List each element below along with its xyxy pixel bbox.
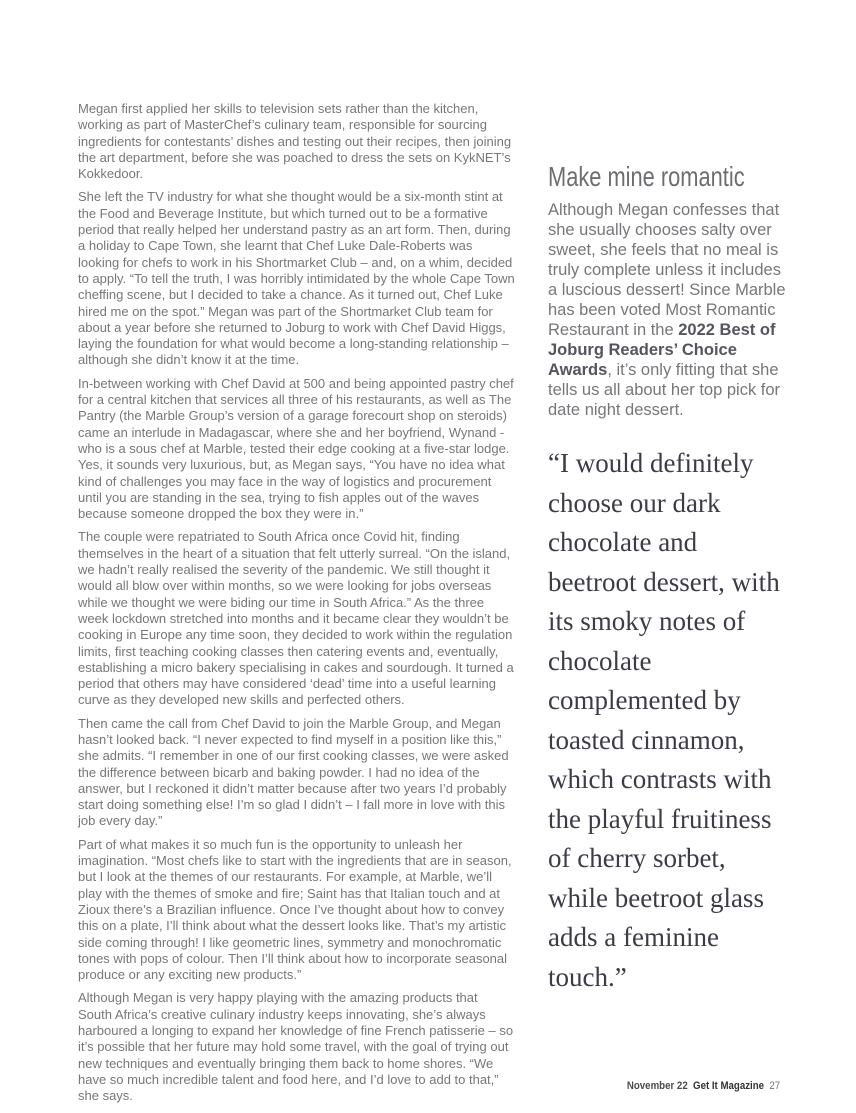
- sidebar-intro-text: [548, 200, 786, 420]
- article-paragraph: Then came the call from Chef David to join the Marble Group, and Megan hasn’t looked back. “I never expected to find myself in a position like this,” she admits. “I remember in one of our first cooking classes, we were asked the difference between bicarb and baking powder. I had no idea of the answer, but I reckoned it didn’t matter because after two years I’d probably start doing something else! I’m so glad I didn’t – I fall more in love with this job every day.”: [78, 715, 509, 829]
- footer-issue-date: November 22: [626, 1080, 688, 1092]
- article-paragraph: In-between working with Chef David at 500 and being appointed pastry chef for a central kitchen that services all three of his restaurants, as well as The Pantry (the Marble Group’s version of a garage forecourt shop on steroids) came an interlude in Madagascar, where she and her boyfriend, Wynand - who is a sous chef at Marble, tested their edge cooking at a five-star lodge. Yes, it sounds very luxurious, but, as Megan says, “You have no idea what kind of challenges you may face in the way of logistics and procurement until you are standing in the sea, trying to fish apples out of the waves because someone dropped the box they were in.”: [78, 375, 514, 522]
- sidebar-heading: Make mine romantic: [548, 161, 745, 192]
- article-paragraph: The couple were repatriated to South Africa once Covid hit, finding themselves in the heart of a situation that felt utterly surreal. “On the island, we hadn’t really realised the severity of the pandemic. We still thought it would all blow over within months, so we were looking for jobs overseas while we thought we were biding our time in South Africa.” As the three week lockdown stretched into months and it became clear they wouldn’t be cooking in Europe any time soon, they decided to work within the regulation limits, first teaching cooking classes then catering events and, eventually, establishing a micro bakery specialising in cakes and sourdough. It turned a period that others may have considered ‘dead’ time into a useful learning curve as they developed new skills and perfected others.: [78, 529, 514, 708]
- sidebar-intro-before: Although Megan confesses that she usually chooses salty over sweet, she feels that no meal is truly complete unless it includes a luscious dessert! Since Marble has been voted Most Romantic Restaurant in the: [548, 201, 786, 339]
- sidebar-intro-after: , it’s only fitting that she tells us all about her top pick for date night dessert.: [548, 361, 781, 419]
- article-paragraph: Although Megan is very happy playing with the amazing products that South Africa’s creative culinary industry keeps innovating, she’s always harboured a longing to expand her knowledge of fine French patisserie – so it’s possible that her future may hold some travel, with the goal of trying out new techniques and eventually bringing them back to home shores. “We have so much incredible talent and food here, and I’d love to add to that,” she says.: [78, 990, 514, 1104]
- article-paragraph: She left the TV industry for what she thought would be a six-month stint at the Food and Beverage Institute, but which turned out to be a formative period that really helped her understand pastry as an art form. Then, during a holiday to Cape Town, she learnt that Chef Luke Dale-Roberts was looking for chefs to work in his Shortmarket Club – and, on a whim, decided to apply. “To tell the truth, I was horribly intimidated by the whole Cape Town cheffing scene, but I decided to take a chance. As it turned out, Chef Luke hired me on the spot.” Megan was part of the Shortmarket Club team for about a year before she returned to Joburg to work with Chef David Higgs, laying the foundation for what would become a long-standing relationship – although she didn’t know it at the time.: [78, 189, 515, 368]
- sidebar-intro-award-bold: 2022 Best of Joburg Readers’ Choice Awards: [548, 321, 776, 379]
- page-footer: [627, 1080, 780, 1092]
- footer-magazine-title: Get It Magazine: [692, 1080, 764, 1092]
- pull-quote: “I would definitely choose our dark chocolate and beetroot dessert, with its smoky notes of chocolate complemented by toasted cinnamon, which contrasts with the playful fruitiness of cherry sorbet, while beetroot glass adds a feminine touch.”: [548, 448, 780, 992]
- article-paragraph: Part of what makes it so much fun is the opportunity to unleash her imagination. “Most chefs like to start with the ingredients that are in season, but I look at the themes of our restaurants. For example, at Marble, we’ll play with the themes of smoke and fire; Saint has that Italian touch and at Zioux there’s a Brazilian influence. Once I’ve thought about how to convey this on a plate, I’ll think about what the dessert looks like. That’s my artistic side coming through! I like geometric lines, symmetry and monochromatic tones with pops of colour. Then I’ll think about how to incorporate seasonal produce or any exciting new products.”: [78, 836, 512, 983]
- footer-page-number: 27: [769, 1080, 780, 1092]
- article-body-column: [78, 101, 515, 1112]
- sidebar-column: [548, 161, 786, 997]
- article-paragraph: Megan first applied her skills to television sets rather than the kitchen, working as part of MasterChef’s culinary team, responsible for sourcing ingredients for contestants’ dishes and testing out their recipes, then joining the art department, before she was poached to dress the sets on KykNET’s Kokkedoor.: [78, 101, 512, 182]
